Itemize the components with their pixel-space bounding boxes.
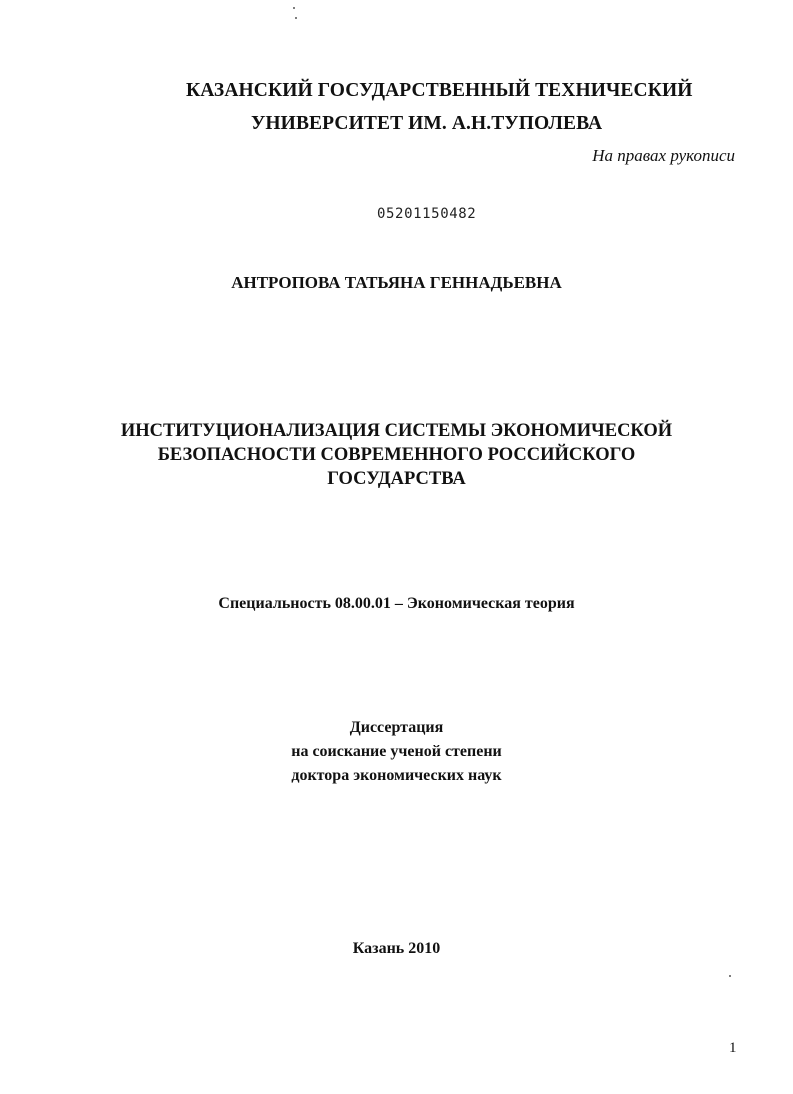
dissertation-line-2: на соискание ученой степени (291, 743, 502, 760)
scan-speck (295, 17, 297, 19)
scan-speck (293, 7, 295, 9)
title-line-2: БЕЗОПАСНОСТИ СОВРЕМЕННОГО РОССИЙСКОГО (157, 445, 636, 465)
dissertation-line-1: Диссертация (349, 719, 444, 736)
document-code: 05201150482 (377, 206, 477, 222)
dissertation-line-3: доктора экономических наук (291, 767, 502, 784)
city-year: Казань 2010 (352, 940, 441, 957)
title-line-1: ИНСТИТУЦИОНАЛИЗАЦИЯ СИСТЕМЫ ЭКОНОМИЧЕСКОЙ (120, 421, 673, 441)
institution-line-1: КАЗАНСКИЙ ГОСУДАРСТВЕННЫЙ ТЕХНИЧЕСКИЙ (186, 80, 693, 101)
scan-speck (729, 975, 731, 977)
specialty: Специальность 08.00.01 – Экономическая теория (218, 595, 575, 612)
page-number: 1 (729, 1040, 737, 1056)
rights-note: На правах рукописи (592, 146, 735, 165)
author-name: АНТРОПОВА ТАТЬЯНА ГЕННАДЬЕВНА (231, 273, 562, 292)
title-line-3: ГОСУДАРСТВА (327, 469, 466, 489)
institution-line-2: УНИВЕРСИТЕТ ИМ. А.Н.ТУПОЛЕВА (251, 113, 603, 134)
